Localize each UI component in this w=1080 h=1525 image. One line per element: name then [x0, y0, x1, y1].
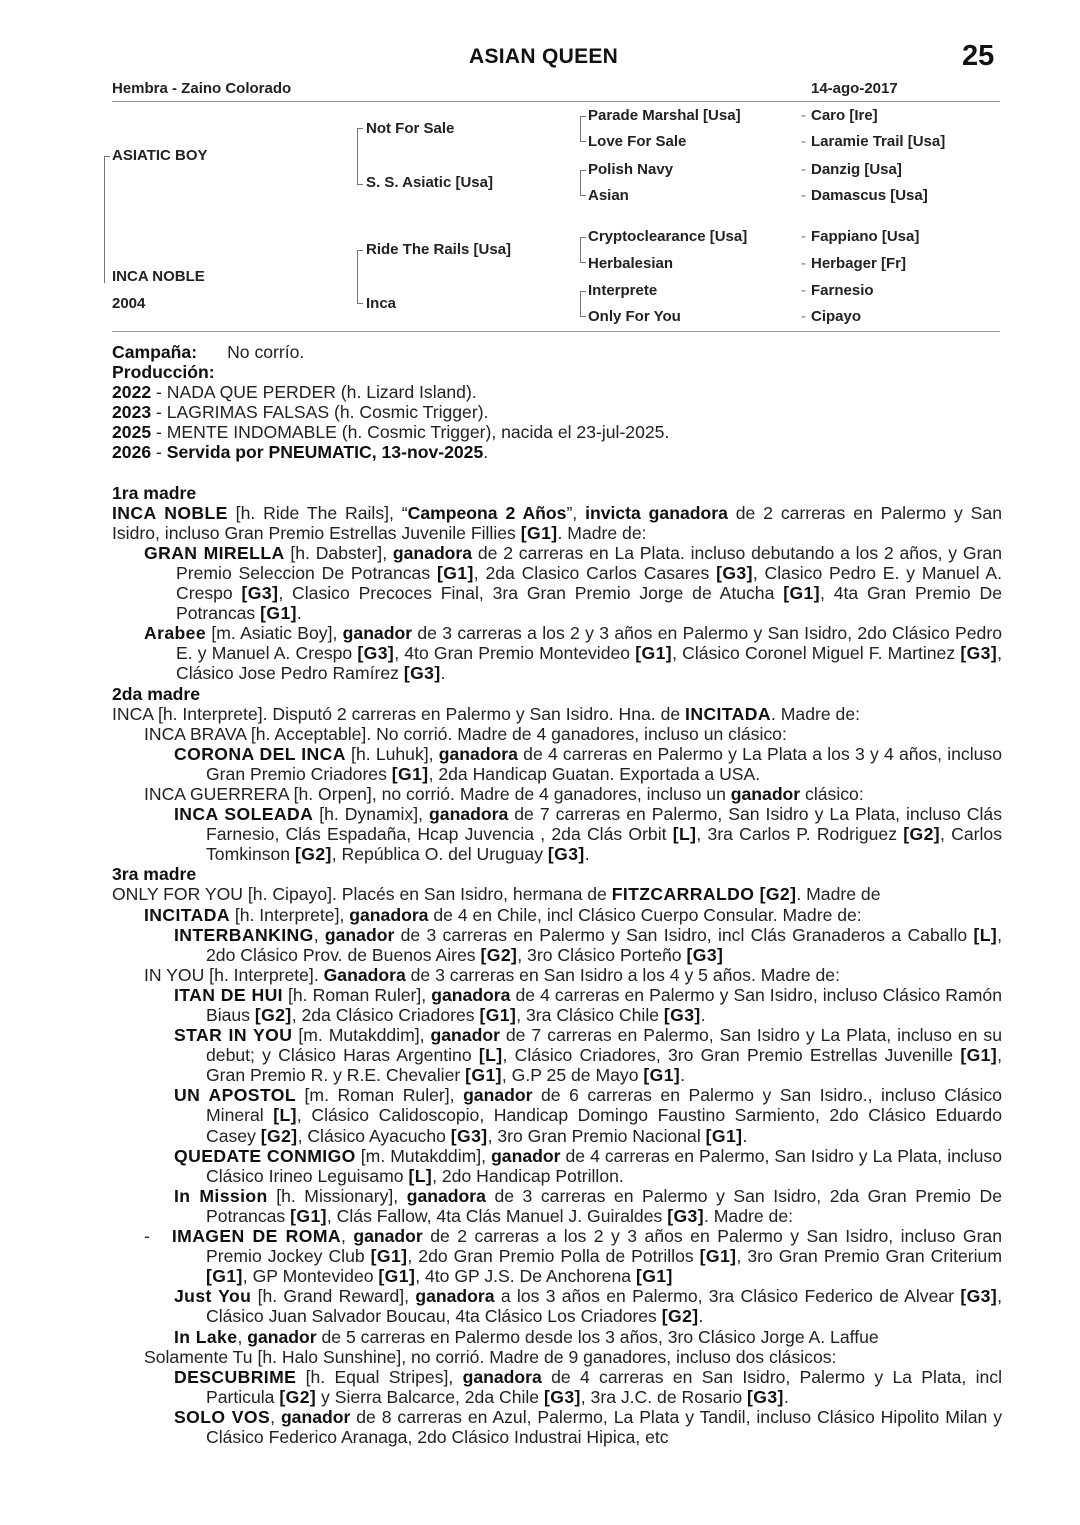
horse-name: ASIAN QUEEN	[469, 45, 619, 68]
sex-color: Hembra - Zaino Colorado	[112, 80, 292, 97]
pedigree-bracket-gen2-bottom	[357, 250, 363, 304]
header-rule	[112, 101, 1000, 102]
pedigree-gen3-7: Interprete	[588, 282, 658, 299]
pedigree-gen4-8: Cipayo	[811, 308, 862, 325]
entry-solo-vos: SOLO VOS, ganador de 8 carreras en Azul, Palermo, La Plata y Tandil, incluso Clásico Hipolito Milan y Clásico Federico Aranaga, 2do Clásico Industrai Hipica, etc	[174, 1406, 1002, 1447]
entry-imagen-de-roma: - IMAGEN DE ROMA, ganador de 2 carreras a los 2 y 3 años en Palermo y San Isidro, incluso Gran Premio Jockey Club [G1], 2do Gran Premio Polla de Potrillos [G1], 3ro Gran Premio Gran Criterium [G1], GP Montevideo [G1], 4to GP J.S. De Anchorena [G1]	[144, 1226, 1003, 1287]
pedigree-gen4-3: Danzig [Usa]	[811, 161, 902, 178]
pedigree-gen3-3: Polish Navy	[588, 161, 674, 178]
pedigree-bracket-gen1	[104, 156, 110, 283]
pedigree-gen4-1: Caro [Ire]	[811, 107, 878, 124]
entry-incitada: INCITADA [h. Interprete], ganadora de 4 en Chile, incl Clásico Cuerpo Consular. Madre de:	[144, 904, 862, 925]
entry-inca-soleada: INCA SOLEADA [h. Dynamix], ganadora de 7 carreras en Palermo, San Isidro y La Plata, incluso Clás Farnesio, Clás Espadaña, Hcap Juvencia , 2da Clás Orbit [L], 3ra Carlos P. Rodriguez [G2], Carlos Tomkinson [G2], República O. del Uruguay [G3].	[174, 804, 1003, 865]
production-item: 2026 - Servida por PNEUMATIC, 13-nov-2025.	[112, 442, 489, 463]
pedigree-gen3-1: Parade Marshal [Usa]	[588, 107, 741, 124]
campaign-value: No corrío.	[227, 342, 305, 362]
pedigree-bracket-gen3-2	[580, 170, 586, 196]
entry-in-mission: In Mission [h. Missionary], ganadora de 3 carreras en Palermo y San Isidro, 2da Gran Premio De Potrancas [G1], Clás Fallow, 4ta Clás Manuel J. Guiraldes [G3]. Madre de:	[174, 1185, 1002, 1226]
pedigree-gen4-4: Damascus [Usa]	[811, 187, 928, 204]
campaign-line	[112, 342, 1002, 362]
pedigree-bracket-gen3-3	[580, 237, 586, 263]
entry-itan-de-hui: ITAN DE HUI [h. Roman Ruler], ganadora de 4 carreras en Palermo y San Isidro, incluso Clásico Ramón Biaus [G2], 2da Clásico Criadores [G1], 3ra Clásico Chile [G3].	[174, 984, 1003, 1025]
section-first-dam: 1ra madre	[112, 482, 197, 503]
pedigree-dam-year: 2004	[112, 295, 146, 312]
pedigree-gen2-4: Inca	[366, 295, 397, 312]
pedigree-gen3-8: Only For You	[588, 308, 681, 325]
entry-only-for-you: ONLY FOR YOU [h. Cipayo]. Placés en San Isidro, hermana de FITZCARRALDO [G2]. Madre de	[112, 884, 881, 905]
entry-quedate-conmigo: QUEDATE CONMIGO [m. Mutakddim], ganador de 4 carreras en Palermo, San Isidro y La Plata, incluso Clásico Irineo Leguisamo [L], 2do Handicap Potrillon.	[174, 1145, 1002, 1186]
entry-star-in-you: STAR IN YOU [m. Mutakddim], ganador de 7 carreras en Palermo, San Isidro y La Plata, incluso en su debut; y Clásico Haras Argentino [L], Clásico Criadores, 3ro Gran Premio Estrellas Juvenille [G1], Gran Premio R. y R.E. Chevalier [G1], G.P 25 de Mayo [G1].	[174, 1025, 1002, 1086]
body-text	[112, 342, 1002, 1447]
page-number: 25	[962, 40, 995, 72]
section-third-dam: 3ra madre	[112, 864, 197, 885]
entry-in-lake: In Lake, ganador de 5 carreras en Palermo desde los 3 años, 3ro Clásico Jorge A. Laffue	[174, 1326, 879, 1347]
pedigree-gen4-6: Herbager [Fr]	[811, 255, 907, 272]
campaign-label: Campaña:	[112, 342, 198, 362]
entry-descubrime: DESCUBRIME [h. Equal Stripes], ganadora de 4 carreras en San Isidro, Palermo y La Plata, incl Particula [G2] y Sierra Balcarce, 2da Chile [G3], 3ra J.C. de Rosario [G3].	[174, 1366, 1002, 1407]
pedigree-dam: INCA NOBLE	[112, 268, 205, 285]
pedigree-gen2-1: Not For Sale	[366, 120, 455, 137]
entry-interbanking: INTERBANKING, ganador de 3 carreras en Palermo y San Isidro, incl Clás Granaderos a Caballo [L], 2do Clásico Prov. de Buenos Aires [G2], 3ro Clásico Porteño [G3]	[174, 924, 1003, 965]
entry-un-apostol: UN APOSTOL [m. Roman Ruler], ganador de 6 carreras en Palermo y San Isidro., incluso Clásico Mineral [L], Clásico Calidoscopio, Handicap Domingo Faustino Sarmiento, 2do Clásico Eduardo Casey [G2], Clásico Ayacucho [G3], 3ro Gran Premio Nacional [G1].	[174, 1085, 1002, 1146]
entry-just-you: Just You [h. Grand Reward], ganadora a los 3 años en Palermo, 3ra Clásico Federico de Alvear [G3], Clásico Juan Salvador Boucau, 4ta Clásico Los Criadores [G2].	[174, 1286, 1002, 1327]
pedigree-gen4-7: Farnesio	[811, 282, 874, 299]
production-item: 2022 - NADA QUE PERDER (h. Lizard Island).	[112, 382, 477, 403]
entry-inca: INCA [h. Interprete]. Disputó 2 carreras en Palermo y San Isidro. Hna. de INCITADA. Madre de:	[112, 703, 860, 724]
birth-date: 14-ago-2017	[811, 80, 898, 97]
production-item: 2023 - LAGRIMAS FALSAS (h. Cosmic Trigger).	[112, 402, 489, 423]
entry-corona-del-inca: CORONA DEL INCA [h. Luhuk], ganadora de 4 carreras en Palermo y La Plata a los 3 y 4 años, incluso Gran Premio Criadores [G1], 2da Handicap Guatan. Exportada a USA.	[174, 743, 1002, 784]
pedigree-rule	[112, 331, 1000, 332]
pedigree-bracket-gen3-4	[580, 291, 586, 317]
section-second-dam: 2da madre	[112, 683, 201, 704]
entry-inca-brava: INCA BRAVA [h. Acceptable]. No corrió. Madre de 4 ganadores, incluso un clásico:	[144, 723, 787, 744]
entry-solamente-tu: Solamente Tu [h. Halo Sunshine], no corrió. Madre de 9 ganadores, incluso dos clásicos:	[144, 1346, 837, 1367]
entry-inca-guerrera: INCA GUERRERA [h. Orpen], no corrió. Madre de 4 ganadores, incluso un ganador clásico:	[144, 783, 864, 804]
entry-inca-noble: INCA NOBLE [h. Ride The Rails], “Campeona 2 Años”, invicta ganadora de 2 carreras en Palermo y San Isidro, incluso Gran Premio Estrellas Juvenile Fillies [G1]. Madre de:	[112, 502, 1002, 543]
pedigree-gen3-4: Asian	[588, 187, 629, 204]
pedigree-bracket-gen3-1	[580, 116, 586, 142]
pedigree-gen2-3: Ride The Rails [Usa]	[366, 241, 512, 258]
pedigree-gen4-2: Laramie Trail [Usa]	[811, 133, 946, 150]
pedigree-gen3-6: Herbalesian	[588, 255, 674, 272]
entry-arabee: Arabee [m. Asiatic Boy], ganador de 3 carreras a los 2 y 3 años en Palermo y San Isidro, 2do Clásico Pedro E. y Manuel A. Crespo [G3], 4to Gran Premio Montevideo [G1], Clásico Coronel Miguel F. Martinez [G3], Clásico Jose Pedro Ramírez [G3].	[144, 623, 1002, 684]
pedigree-gen4-5: Fappiano [Usa]	[811, 228, 920, 245]
entry-in-you: IN YOU [h. Interprete]. Ganadora de 3 carreras en San Isidro a los 4 y 5 años. Madre de:	[144, 964, 840, 985]
production-label: Producción:	[112, 362, 215, 383]
production-item: 2025 - MENTE INDOMABLE (h. Cosmic Trigger), nacida el 23-jul-2025.	[112, 422, 670, 443]
pedigree-gen3-5: Cryptoclearance [Usa]	[588, 228, 748, 245]
pedigree-bracket-gen2-top	[357, 128, 363, 185]
pedigree-sire: ASIATIC BOY	[112, 147, 208, 164]
pedigree-gen3-2: Love For Sale	[588, 133, 687, 150]
entry-gran-mirella: GRAN MIRELLA [h. Dabster], ganadora de 2 carreras en La Plata. incluso debutando a los 2 años, y Gran Premio Seleccion De Potrancas [G1], 2da Clasico Carlos Casares [G3], Clasico Pedro E. y Manuel A. Crespo [G3], Clasico Precoces Final, 3ra Gran Premio Jorge de Atucha [G1], 4ta Gran Premio De Potrancas [G1].	[144, 542, 1002, 624]
pedigree-gen2-2: S. S. Asiatic [Usa]	[366, 174, 493, 191]
